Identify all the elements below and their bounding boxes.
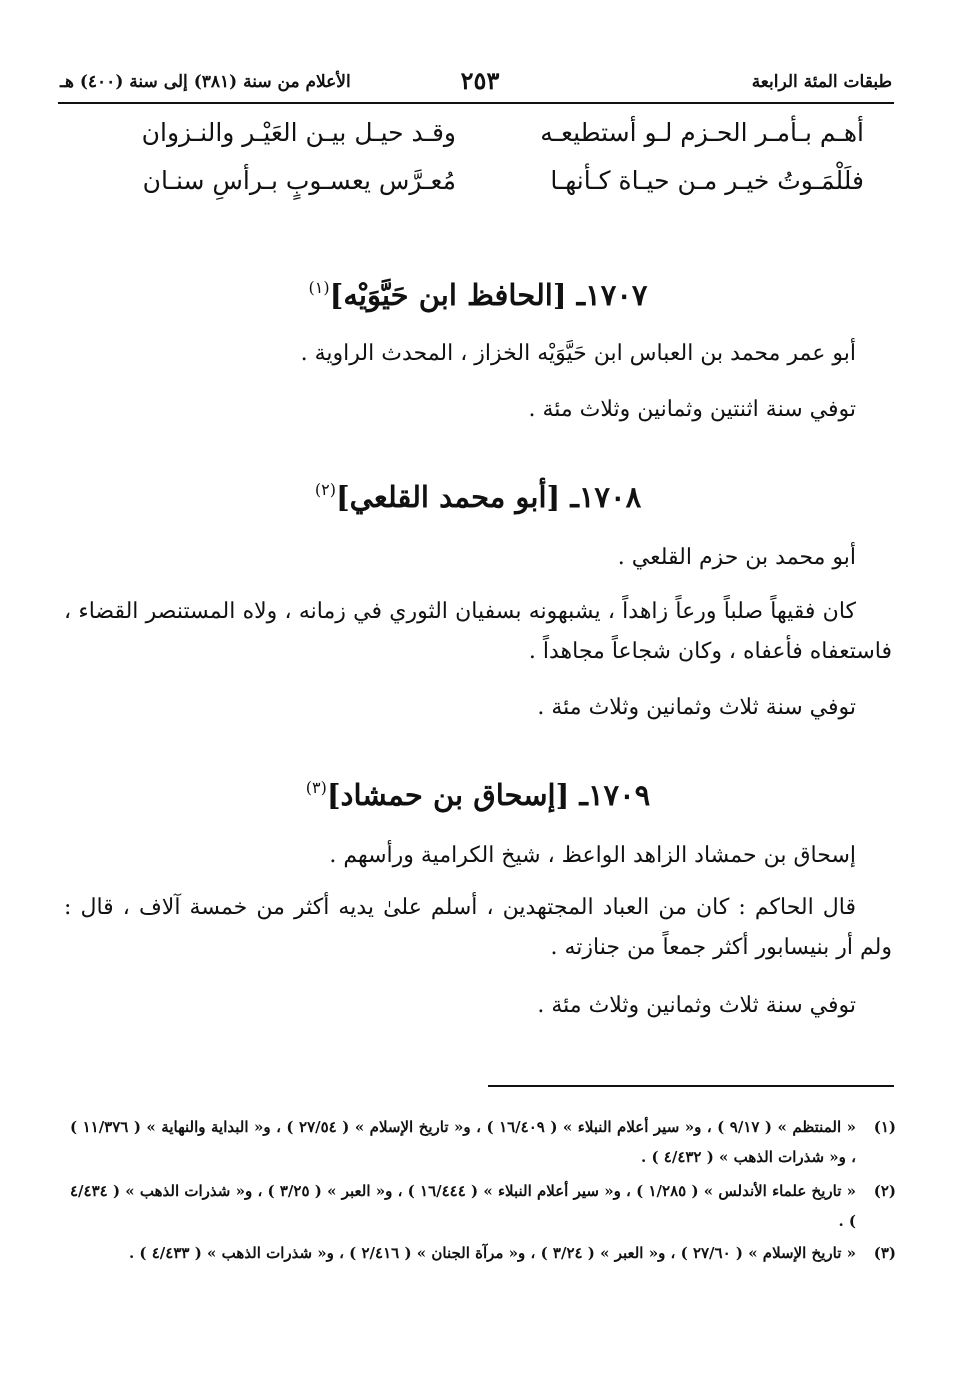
entry-title-1709 [0,778,956,812]
footnote-marker: (٢) [314,480,336,499]
entry-1708-line-3: توفي سنة ثلاث وثمانين وثلاث مئة . [537,695,856,720]
entry-1709-line-3: توفي سنة ثلاث وثمانين وثلاث مئة . [537,993,856,1018]
entry-1708-line-2: كان فقيهاً صلباً ورعاً زاهداً ، يشبهونه بسفيان الثوري في زمانه ، ولاه المستنصر القضاء ، فاستعفاه فأعفاه ، وكان شجاعاً مجاهداً . [64,599,892,664]
footnote-marker: (٣) [305,778,327,797]
header-section-title: طبقات المئة الرابعة [751,72,892,92]
entry-title-1707 [0,278,956,312]
footnote-number-2: (٢) [873,1182,896,1200]
entry-1709-line-1: إسحاق بن حمشاد الزاهد الواعظ ، شيخ الكرامية ورأسهم . [329,843,856,868]
poem-verse-2-second-hemistich: مُعـرَّس يعسـوبٍ بـرأسِ سنـان [142,166,456,195]
entry-1707-line-2: توفي سنة اثنتين وثمانين وثلاث مئة . [528,397,856,422]
entry-1707-line-1: أبو عمر محمد بن العباس ابن حَيَّوَيْه الخزاز ، المحدث الراوية . [300,341,856,366]
header-range-title: الأعلام من سنة (٣٨١) إلى سنة (٤٠٠) هـ [60,72,351,92]
page-number: ٢٥٣ [460,66,500,95]
footnote-rule [488,1085,894,1087]
poem-verse-2-first-hemistich: فلَلْمَـوتُ خيـر مـن حيـاة كـأنهـا [550,166,864,195]
entry-title-text: ١٧٠٧ـ [الحافظ ابن حَيَّوَيْه] [329,278,648,312]
footnote-text-2: « تاريخ علماء الأندلس » ( ١/٢٨٥ ) ، و« سير أعلام النبلاء » ( ١٦/٤٤٤ ) ، و« العبر » ( ٣/٢٥ ) ، و« شذرات الذهب » ( ٤/٤٣٤ ) . [70,1182,856,1230]
header-rule [58,102,894,104]
footnote-number-1: (١) [873,1118,896,1136]
entry-title-1708 [0,480,956,514]
footnote-marker: (١) [308,278,330,297]
footnote-text-3: « تاريخ الإسلام » ( ٢٧/٦٠ ) ، و« العبر » ( ٣/٢٤ ) ، و« مرآة الجنان » ( ٢/٤١٦ ) ، و« شذرات الذهب » ( ٤/٤٣٣ ) . [128,1244,856,1262]
footnote-text-1: « المنتظم » ( ٩/١٧ ) ، و« سير أعلام النبلاء » ( ١٦/٤٠٩ ) ، و« تاريخ الإسلام » ( ٢٧/٥٤ ) ، و« البداية والنهاية » ( ١١/٣٧٦ ) ، و« شذرات الذهب » ( ٤/٤٣٢ ) . [70,1118,856,1166]
entry-1708-line-1: أبو محمد بن حزم القلعي . [617,545,856,570]
poem-verse-1-first-hemistich: أهـم بـأمـر الحـزم لـو أستطيعـه [540,118,864,147]
entry-1709-line-2: قال الحاكم : كان من العباد المجتهدين ، أسلم علىٰ يديه أكثر من خمسة آلاف ، قال : ولم أر بنيسابور أكثر جمعاً من جنازته . [64,895,892,960]
poem-verse-1-second-hemistich: وقـد حيـل بيـن العَيْـر والنـزوان [141,118,456,147]
entry-title-text: ١٧٠٨ـ [أبو محمد القلعي] [335,480,642,514]
footnote-number-3: (٣) [873,1244,896,1262]
entry-title-text: ١٧٠٩ـ [إسحاق بن حمشاد] [326,778,651,812]
